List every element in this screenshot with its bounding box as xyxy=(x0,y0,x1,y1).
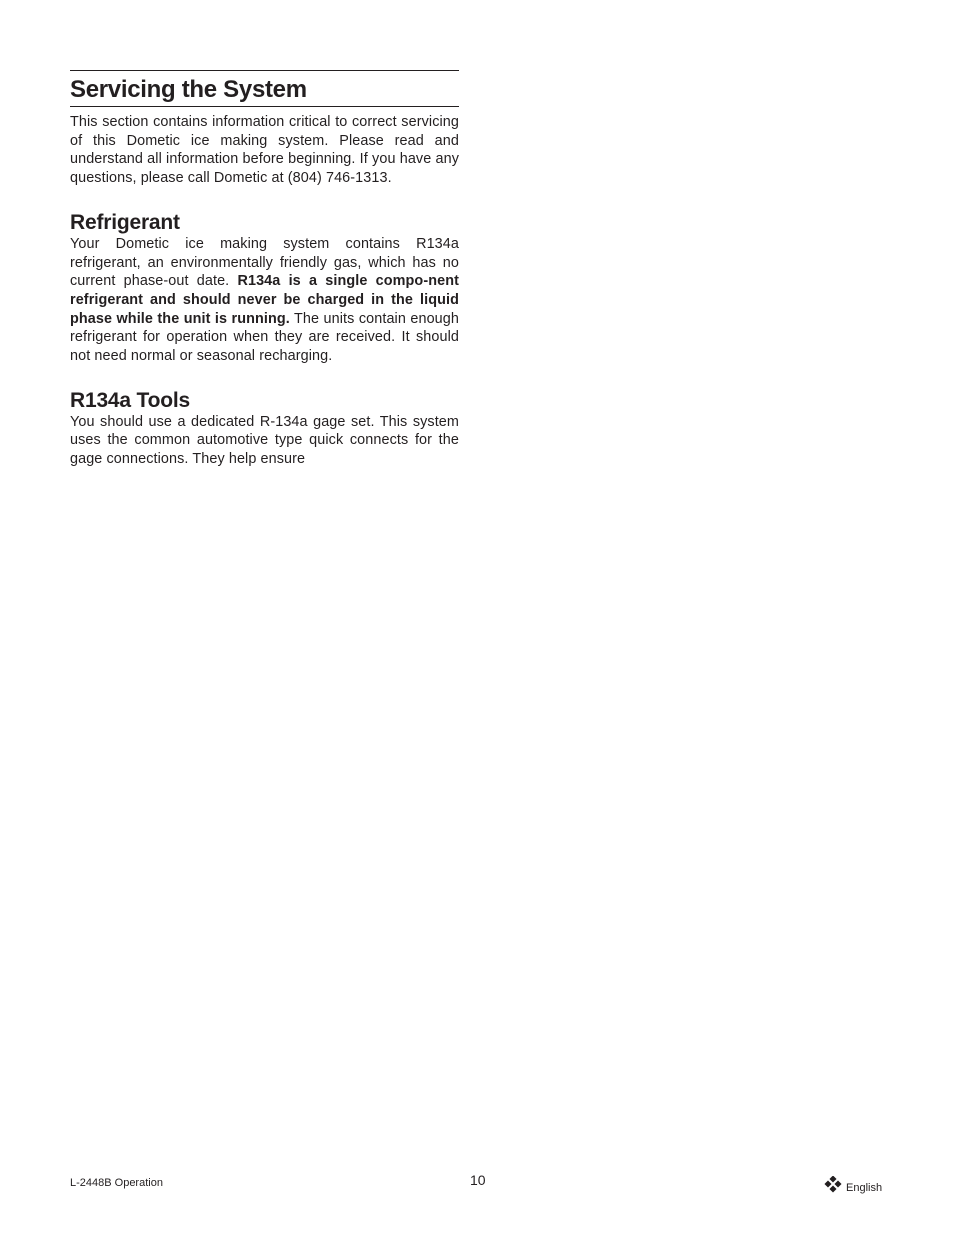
page-number: 10 xyxy=(470,1172,486,1188)
intro-paragraph: This section contains information critical to correct servicing of this Dometic ice making system. Please read and understand all information before beginning. If you have any questions, please call Dometic at (804) 746-1313. xyxy=(70,114,459,187)
section-title: Servicing the System xyxy=(70,71,459,107)
tools-heading: R134a Tools xyxy=(70,388,190,412)
footer-language xyxy=(824,1176,882,1194)
language-label: English xyxy=(846,1182,883,1194)
refrigerant-text-before: Your Dometic ice making system contains R134a refrigerant, an environmentally friendly gas, which has no current phase-out date. xyxy=(70,235,459,290)
refrigerant-paragraph xyxy=(70,235,459,366)
refrigerant-warning: R134a is a single compo-nent refrigerant and should never be charged in the liquid phase while the unit is running. xyxy=(70,273,459,327)
refrigerant-text-after: The units contain enough refrigerant for operation when they are received. It should not need normal or seasonal recharging. xyxy=(70,310,459,365)
dometic-diamond-logo-icon xyxy=(824,1176,842,1194)
tools-paragraph: You should use a dedicated R-134a gage set. This system uses the common automotive type quick connects for the gage connections. They help ensure xyxy=(70,413,459,468)
refrigerant-heading: Refrigerant xyxy=(70,210,180,234)
main-column xyxy=(70,70,459,469)
footer-doc-id: L-2448B Operation xyxy=(70,1177,163,1189)
